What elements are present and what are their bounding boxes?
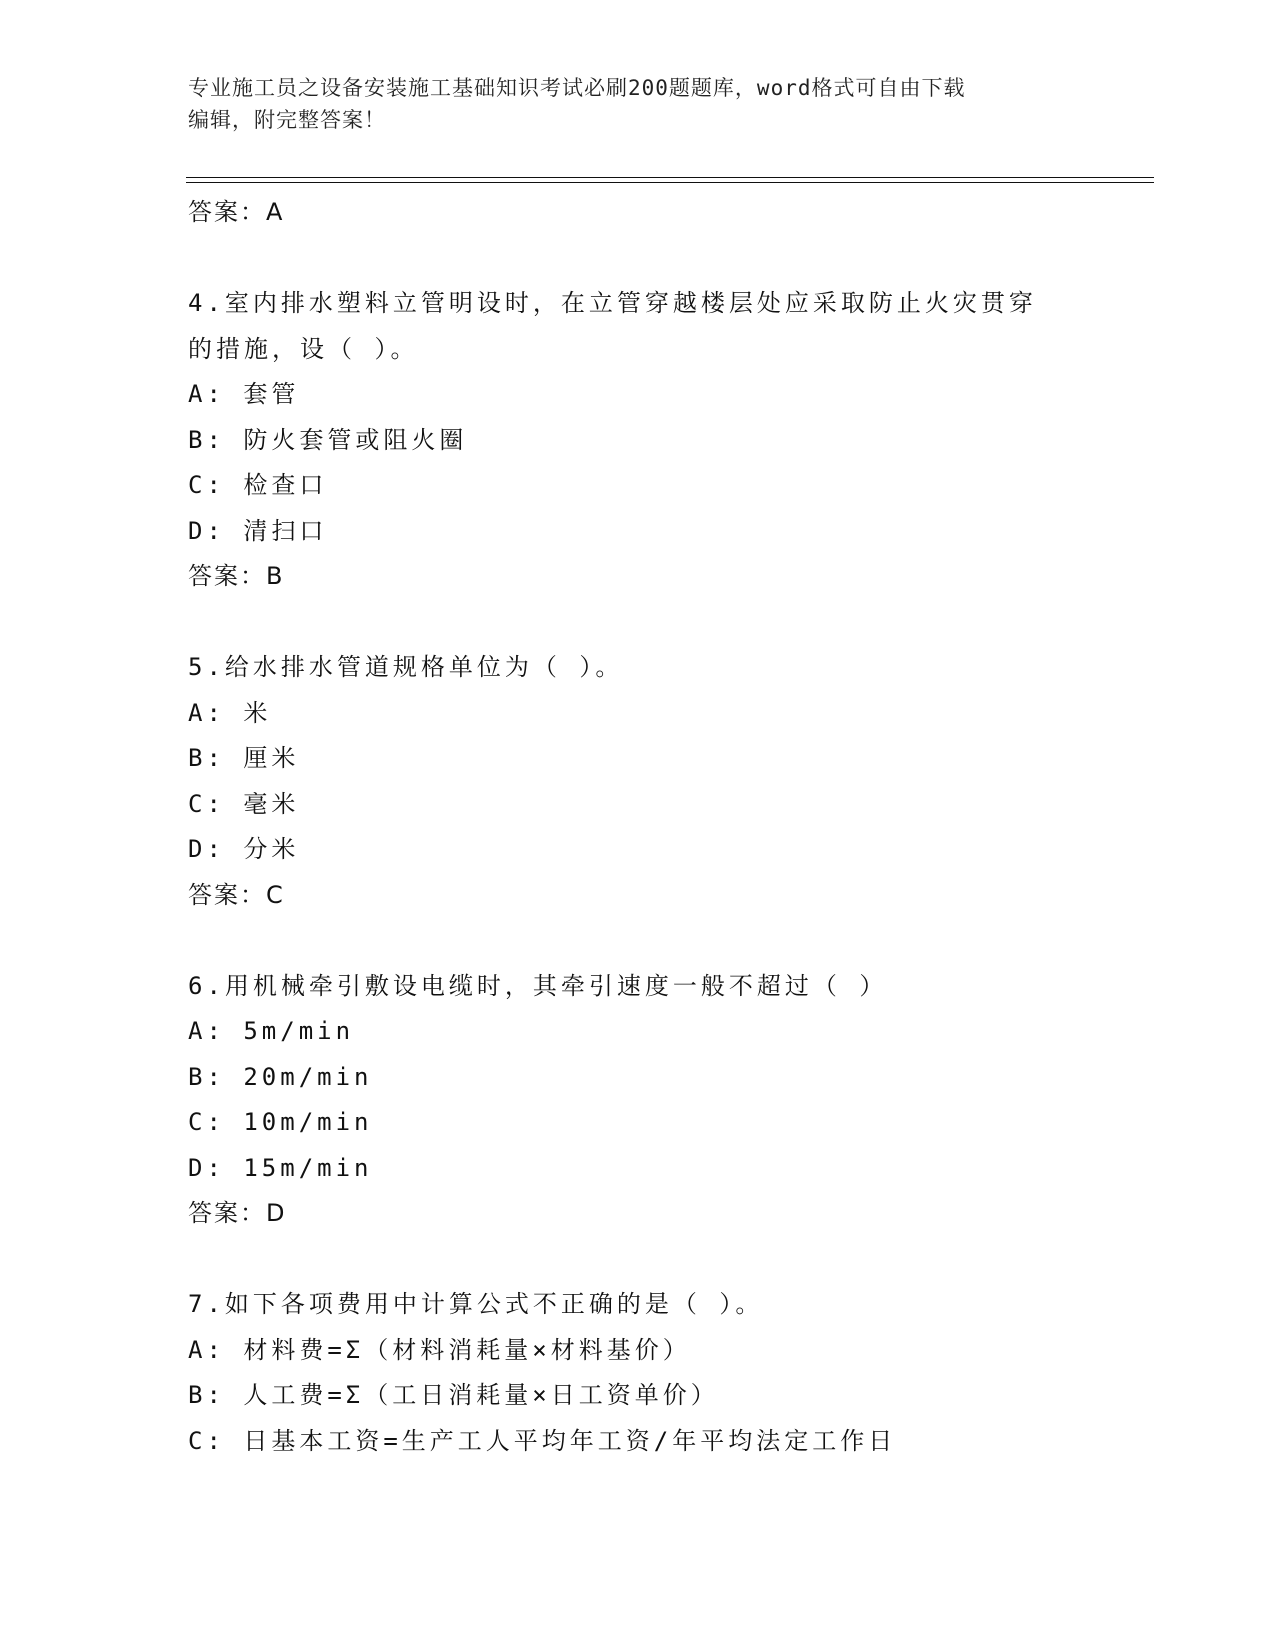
question-7-option-b: B: 人工费=Σ（工日消耗量×日工资单价） [188, 1381, 719, 1409]
question-6 [188, 964, 1088, 1237]
question-6-stem: 6.用机械牵引敷设电缆时，其牵引速度一般不超过（ ） [188, 971, 888, 1000]
question-6-option-a: A: 5m/min [188, 1017, 355, 1045]
question-5 [188, 645, 1088, 918]
question-4-option-b: B: 防火套管或阻火圈 [188, 425, 468, 454]
question-6-answer: 答案：D [188, 1199, 287, 1227]
question-4-stem-line-1: 4.室内排水塑料立管明设时，在立管穿越楼层处应采取防止火灾贯穿 [188, 289, 1037, 317]
question-5-option-d: D: 分米 [188, 835, 300, 863]
header-line-2: 编辑，附完整答案！ [188, 108, 386, 132]
spacer [188, 918, 1088, 964]
header-divider-bottom [186, 182, 1154, 183]
header-line-1: 专业施工员之设备安装施工基础知识考试必刷200题题库，word格式可自由下载 [188, 76, 966, 100]
question-4-option-c: C: 检查口 [188, 471, 328, 499]
spacer [188, 236, 1088, 282]
question-5-answer: 答案：C [188, 880, 285, 909]
question-6-option-d: D: 15m/min [188, 1153, 373, 1182]
answer-q3: 答案：A [188, 198, 285, 226]
question-4-stem-line-2: 的措施，设（ ）。 [188, 334, 419, 363]
document-header [188, 72, 1068, 136]
question-5-option-a: A: 米 [188, 698, 272, 727]
spacer [188, 1237, 1088, 1283]
spacer [188, 600, 1088, 646]
question-7-option-c: C: 日基本工资=生产工人平均年工资/年平均法定工作日 [188, 1426, 897, 1455]
question-6-option-c: C: 10m/min [188, 1108, 373, 1136]
question-5-option-b: B: 厘米 [188, 744, 300, 772]
question-4-option-d: D: 清扫口 [188, 516, 328, 545]
question-4-option-a: A: 套管 [188, 380, 300, 408]
question-7 [188, 1282, 1088, 1464]
question-4-answer: 答案：B [188, 562, 285, 590]
question-list [188, 190, 1088, 1464]
header-divider-top [186, 177, 1154, 178]
question-6-option-b: B: 20m/min [188, 1062, 373, 1091]
question-4 [188, 281, 1088, 600]
question-5-option-c: C: 毫米 [188, 789, 300, 818]
question-5-stem: 5.给水排水管道规格单位为（ ）。 [188, 653, 624, 681]
question-7-option-a: A: 材料费=Σ（材料消耗量×材料基价） [188, 1335, 691, 1364]
question-7-stem: 7.如下各项费用中计算公式不正确的是（ ）。 [188, 1290, 764, 1318]
